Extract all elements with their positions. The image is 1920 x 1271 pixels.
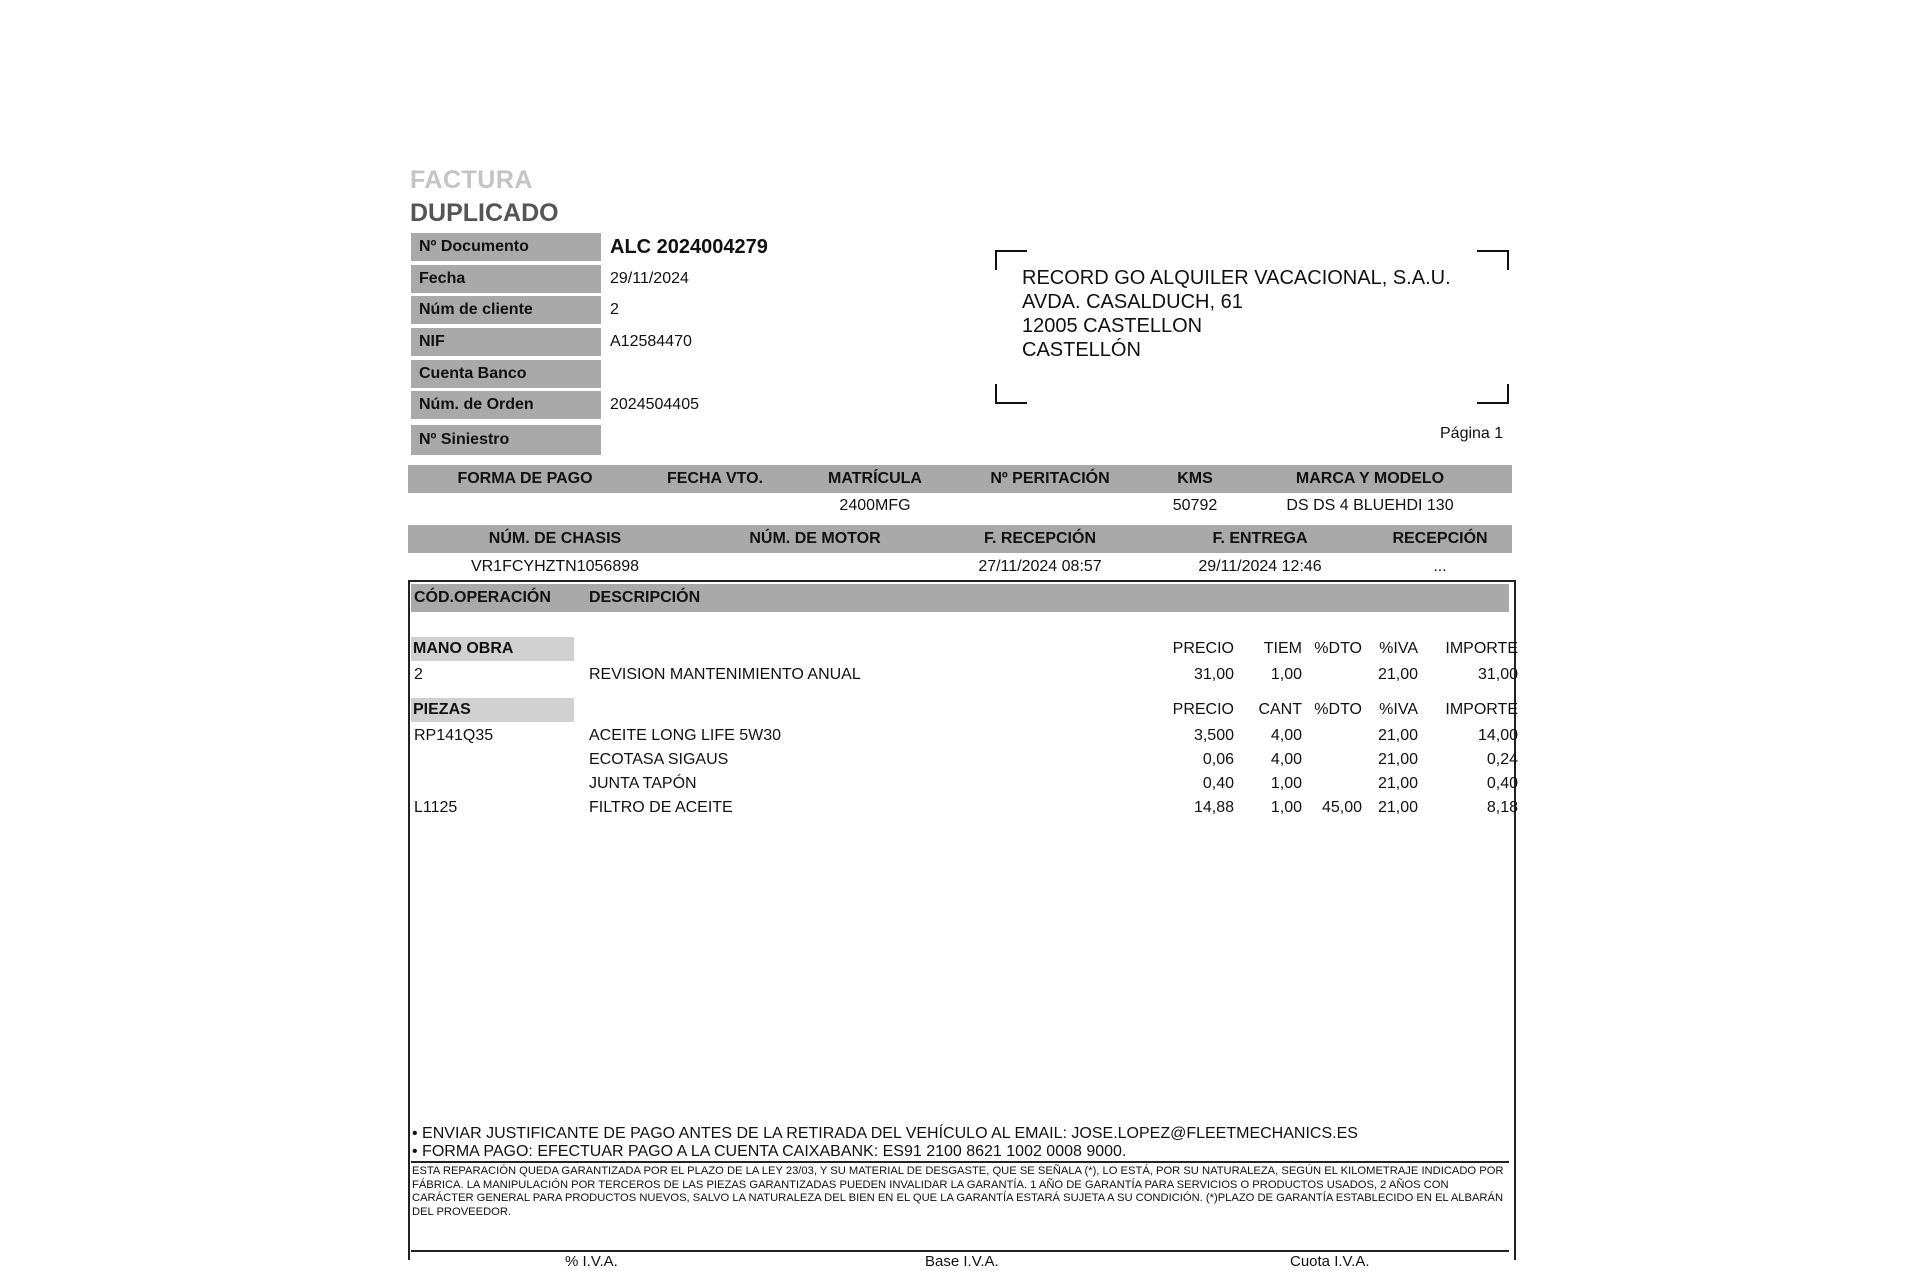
notes-divider [411,1161,1509,1163]
row-description: ACEITE LONG LIFE 5W30 [589,727,782,744]
col-header-forma-pago: FORMA DE PAGO [457,470,593,487]
row-cantidad: 1,00 [1270,799,1302,816]
page-number: Página 1 [1440,425,1504,442]
row-importe: 8,18 [1486,799,1518,816]
row-dto: 45,00 [1321,799,1362,816]
row-importe: 14,00 [1477,727,1518,744]
col-header-f-entrega: F. ENTREGA [1212,530,1308,547]
field-value-cliente: 2 [610,301,619,318]
field-label-orden: Núm. de Orden [411,391,601,419]
col-header-matricula: MATRÍCULA [828,470,922,487]
col-header-cod-operacion: CÓD.OPERACIÓN [414,589,551,606]
row-iva: 21,00 [1377,799,1418,816]
section-label-mano-obra: MANO OBRA [411,637,574,661]
address-line: RECORD GO ALQUILER VACACIONAL, S.A.U. [1022,267,1451,289]
address-line: 12005 CASTELLON [1022,315,1203,337]
row-iva: 21,00 [1377,775,1418,792]
field-value-fecha: 29/11/2024 [610,270,689,287]
col-header-tiem: TIEM [1263,640,1302,657]
footer-col-iva-percent: % I.V.A. [565,1253,618,1270]
document-title: FACTURA [410,166,533,194]
payment-note-account: • FORMA PAGO: EFECTUAR PAGO A LA CUENTA CAIXABANK: ES91 2100 8621 1002 0008 9000. [412,1143,1127,1160]
col-header-chasis: NÚM. DE CHASIS [488,530,622,547]
col-header-marca-modelo: MARCA Y MODELO [1295,470,1445,487]
col-header-precio: PRECIO [1172,640,1234,657]
section-label-piezas: PIEZAS [411,698,574,722]
col-header-importe: IMPORTE [1445,640,1518,657]
col-header-descripcion: DESCRIPCIÓN [589,589,701,606]
recipient-address [1022,266,1451,362]
col-header-fecha-vto: FECHA VTO. [666,470,763,487]
row-precio: 0,40 [1202,775,1234,792]
row-cantidad: 4,00 [1270,751,1302,768]
row-cantidad: 1,00 [1270,775,1302,792]
footer-divider [411,1250,1509,1252]
operations-header-band [411,584,1509,612]
row-description: REVISION MANTENIMIENTO ANUAL [589,666,861,683]
field-label-cliente: Núm de cliente [411,296,601,324]
address-line: CASTELLÓN [1022,339,1141,361]
row-code: L1125 [414,799,458,816]
corner-mark-bottom-right [1477,384,1509,404]
payment-note-email: • ENVIAR JUSTIFICANTE DE PAGO ANTES DE LA RETIRADA DEL VEHÍCULO AL EMAIL: JOSE.LOPEZ@FLEETMECHANICS.ES [412,1125,1358,1142]
document-number: ALC 2024004279 [610,236,768,258]
row-code: RP141Q35 [414,727,494,744]
field-label-nif: NIF [411,328,601,356]
address-line: AVDA. CASALDUCH, 61 [1022,291,1243,313]
value-recepcion: ... [1433,558,1447,575]
col-header-f-recepcion: F. RECEPCIÓN [983,530,1096,547]
row-precio: 0,06 [1202,751,1234,768]
field-label-siniestro: Nº Siniestro [411,425,601,455]
col-header-peritacion: Nº PERITACIÓN [990,470,1110,487]
row-iva: 21,00 [1377,666,1418,683]
row-cantidad: 4,00 [1270,727,1302,744]
field-label-documento: Nº Documento [411,233,601,261]
corner-mark-bottom-left [995,384,1027,404]
row-precio: 3,500 [1193,727,1234,744]
value-chasis: VR1FCYHZTN1056898 [470,558,640,575]
col-header-dto: %DTO [1314,640,1362,657]
row-importe: 0,24 [1486,751,1518,768]
row-cantidad: 1,00 [1270,666,1302,683]
field-value-nif: A12584470 [610,333,692,350]
col-header-importe: IMPORTE [1445,701,1518,718]
field-label-fecha: Fecha [411,265,601,293]
row-description: JUNTA TAPÓN [589,775,697,792]
value-matricula: 2400MFG [839,497,911,514]
corner-mark-top-right [1477,250,1509,270]
footer-col-cuota-iva: Cuota I.V.A. [1290,1253,1370,1270]
row-description: FILTRO DE ACEITE [589,799,733,816]
row-iva: 21,00 [1377,727,1418,744]
warranty-legal-text: ESTA REPARACIÓN QUEDA GARANTIZADA POR EL PLAZO DE LA LEY 23/03, Y SU MATERIAL DE DESGASTE, QUE SE SEÑALA (*), LO ESTÁ, POR SU NATURALEZA, SEGÚN EL KILOMETRAJE INDICADO POR FÁBRICA. LA MANIPULACIÓN POR TERCEROS DE LAS PIEZAS GARANTIZADAS PUEDEN INVALIDAR LA GARANTÍA. 1 AÑO DE GARANTÍA PARA SERVICIOS O PRODUCTOS USADOS, 2 AÑOS CON CARÁCTER GENERAL PARA PRODUCTOS NUEVOS, SALVO LA NATURALEZA DEL BIEN EN EL QUE LA GARANTÍA ESTARÁ SUJETA A SU CONDICIÓN. (*)PLAZO DE GARANTÍA ESTABLECIDO EN EL ALBARÁN DEL PROVEEDOR. [412,1165,1504,1218]
col-header-motor: NÚM. DE MOTOR [749,530,881,547]
row-precio: 31,00 [1193,666,1234,683]
row-description: ECOTASA SIGAUS [589,751,729,768]
footer-col-base-iva: Base I.V.A. [925,1253,999,1270]
col-header-dto: %DTO [1314,701,1362,718]
value-f-entrega: 29/11/2024 12:46 [1198,558,1322,575]
row-importe: 0,40 [1486,775,1518,792]
row-code: 2 [414,666,423,683]
col-header-cant: CANT [1258,701,1302,718]
col-header-recepcion: RECEPCIÓN [1392,530,1488,547]
row-importe: 31,00 [1477,666,1518,683]
col-header-iva: %IVA [1379,640,1418,657]
field-value-orden: 2024504405 [610,396,699,413]
value-f-recepcion: 27/11/2024 08:57 [978,558,1102,575]
value-marca-modelo: DS DS 4 BLUEHDI 130 [1286,497,1454,514]
row-iva: 21,00 [1377,751,1418,768]
document-subtitle: DUPLICADO [410,199,559,227]
field-label-cuenta-banco: Cuenta Banco [411,360,601,388]
col-header-kms: KMS [1177,470,1213,487]
value-kms: 50792 [1172,497,1218,514]
col-header-iva: %IVA [1379,701,1418,718]
col-header-precio: PRECIO [1172,701,1234,718]
row-precio: 14,88 [1193,799,1234,816]
